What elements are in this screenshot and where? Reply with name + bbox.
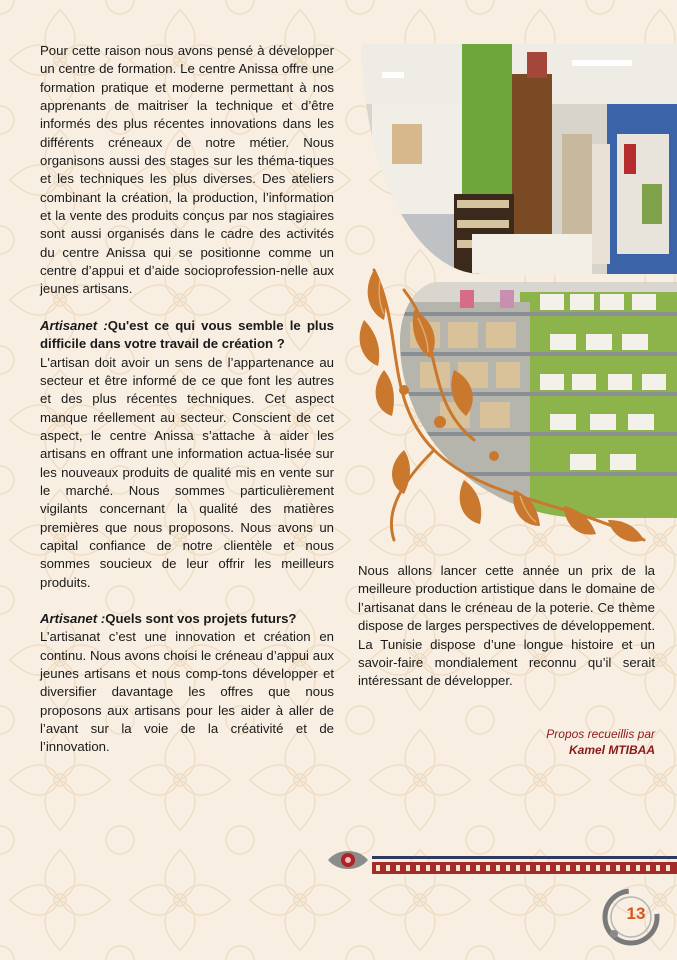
floral-ornament [344, 250, 674, 560]
question-2-text: Quels sont vos projets futurs? [105, 610, 297, 626]
question-1-text: Qu'est ce qui vous semble le plus difficile dans votre travail de création ? [40, 317, 334, 352]
signature [546, 726, 655, 758]
question-1-lead: Artisanet : [40, 317, 108, 333]
left-text-column [40, 42, 334, 757]
signature-author: Kamel MTIBAA [568, 743, 655, 757]
decorative-divider [324, 842, 677, 882]
answer-2: L’artisanat c’est une innovation et création en continu. Nous avons choisi le créneau d’appui aux jeunes artisans et nous comp-tons développer et diversifier davantage les offres que nous proposons aux artisans pour les aider à aller de l’avant sur la voie de la créativité et de l’innovation. [40, 629, 334, 755]
question-2 [40, 610, 334, 628]
signature-line: Propos recueillis par [546, 727, 655, 741]
right-text-column [358, 562, 655, 691]
question-1 [40, 317, 334, 354]
question-2-lead: Artisanet : [40, 610, 106, 626]
intro-paragraph: Pour cette raison nous avons pensé à développer un centre de formation. Le centre Anissa offre une formation pratique et moderne permettant à nos apprenants de maitriser la technique et d’être informés des plus récentes innovations dans les différents créneaux de notre métier. Nous organisons aussi des stages sur les théma-tiques et les techniques les plus diverses. Des ateliers combinant la création, la production, l’information et la vente des produits conçus par nos stagiaires sont aussi organisés dans le cadre des activités du centre Anissa qui se positionne comme un centre d’appui et d’aide socioprofession-nelle aux jeunes artisans. [40, 43, 334, 297]
page-number: 13 [626, 904, 646, 923]
projects-paragraph: Nous allons lancer cette année un prix de la meilleure production artistique dans le domaine de l’artisanat dans le créneau de la poterie. Ce thème dispose de larges perspectives de développement. La Tunisie dispose d’une longue histoire et un savoir-faire mondialement reconnu qu’il serait intéressant de développer. [358, 563, 655, 689]
answer-1: L'artisan doit avoir un sens de l’appartenance au secteur et être informé de ce que font les autres et des plus récentes techniques. Cet aspect manque réellement au secteur. Conscient de cet aspect, le centre Anissa s’attache à aider les artisans en offrant une information actua-lisée sur les nouveaux produits de qualité mis en vente sur le marché. Nous sommes particulièrement vigilants concernant la qualité des matières premières que nous proposons. Nous avons un capital confiance de notre clientèle et nous sommes soucieux de leur offrir les meilleurs produits. [40, 354, 334, 590]
